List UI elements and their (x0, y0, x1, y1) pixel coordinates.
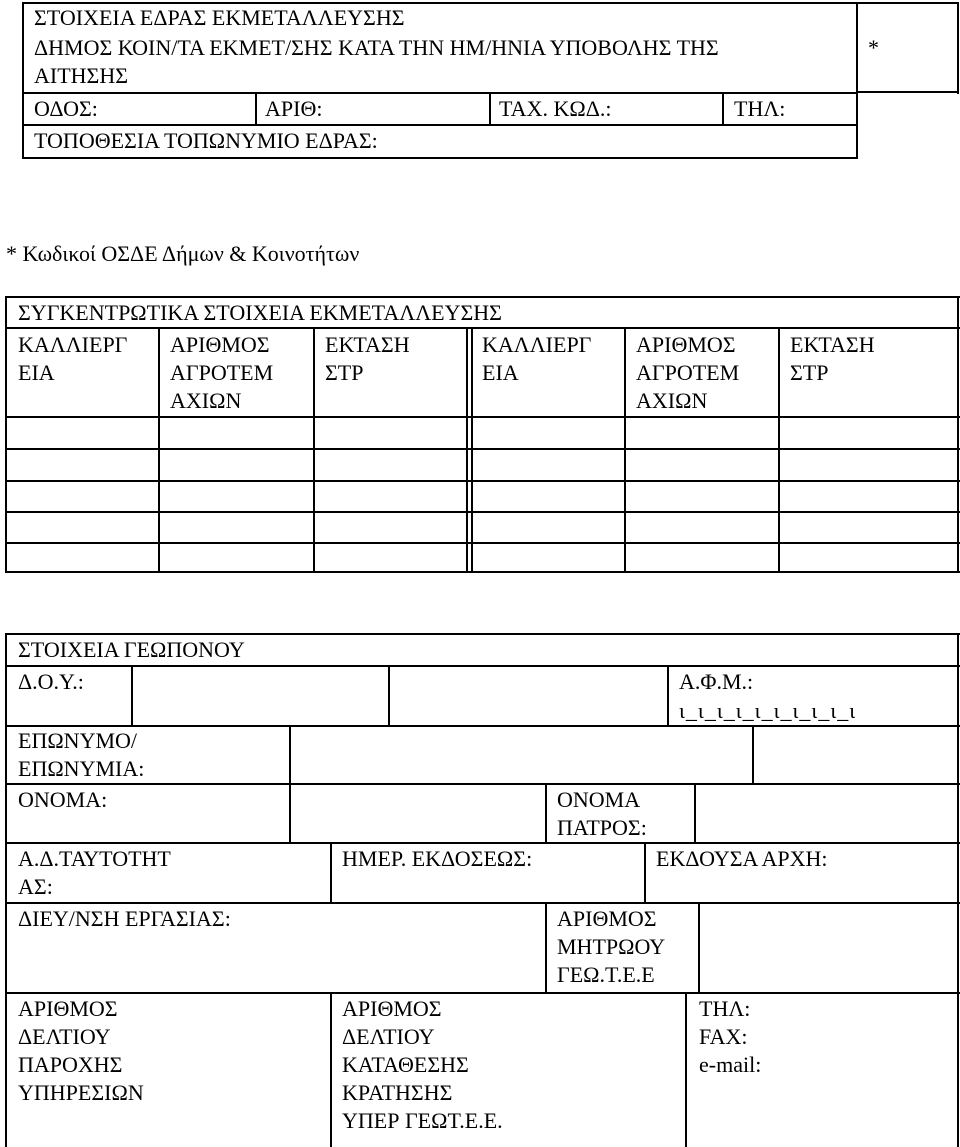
id-card-label: Α.Δ.ΤΑΥΤΟΤΗΤ ΑΣ: (18, 846, 171, 899)
municipality-label: ΔΗΜΟΣ ΚΟΙΝ/ΤΑ ΕΚΜΕΤ/ΣΗΣ ΚΑΤΑ ΤΗΝ ΗΜ/ΗΝΙΑ ΥΠΟΒΟΛΗΣ ΤΗΣ (34, 35, 719, 60)
column-header-plot-count: ΑΡΙΘΜΟΣ ΑΓΡΟΤΕΜ ΑΧΙΩΝ (636, 332, 740, 413)
agronomist-section-title: ΣΤΟΙΧΕΙΑ ΓΕΩΠΟΝΟΥ (18, 637, 245, 662)
tax-office-field[interactable] (134, 667, 388, 725)
vat-number-label: Α.Φ.Μ.: (679, 669, 754, 694)
table-row[interactable] (7, 418, 957, 448)
work-address-label: ΔΙΕΥ/ΝΣΗ ΕΡΓΑΣΙΑΣ: (18, 906, 231, 931)
table-row[interactable] (7, 482, 957, 511)
site-section-title: ΣΤΟΙΧΕΙΑ ΕΔΡΑΣ ΕΚΜΕΤΑΛΛΕΥΣΗΣ (34, 5, 405, 30)
table-row[interactable] (7, 450, 957, 480)
first-name-field[interactable] (292, 785, 545, 842)
father-name-label: ΟΝΟΜΑ ΠΑΤΡΟΣ: (557, 787, 647, 840)
table-row[interactable] (7, 544, 957, 571)
summary-section-title: ΣΥΓΚΕΝΤΡΩΤΙΚΑ ΣΤΟΙΧΕΙΑ ΕΚΜΕΤΑΛΛΕΥΣΗΣ (18, 300, 502, 325)
service-receipt-label: ΑΡΙΘΜΟΣ ΔΕΛΤΙΟΥ ΠΑΡΟΧΗΣ ΥΠΗΡΕΣΙΩΝ (18, 996, 144, 1105)
table-row[interactable] (7, 513, 957, 542)
street-number-label: ΑΡΙΘ: (265, 96, 323, 121)
vat-number-boxes[interactable]: ι_ι_ι_ι_ι_ι_ι_ι_ι_ι (679, 698, 857, 723)
contact-labels (699, 995, 761, 1079)
column-header-crop: ΚΑΛΛΙΕΡΓ ΕΙΑ (18, 332, 128, 385)
registry-number-field[interactable] (701, 904, 957, 992)
phone-label: ΤΗΛ: (699, 996, 751, 1021)
issuing-authority-label: ΕΚΔΟΥΣΑ ΑΡΧΗ: (656, 846, 828, 871)
email-label: e-mail: (699, 1052, 762, 1077)
phone-label: ΤΗΛ: (734, 96, 786, 121)
location-label: ΤΟΠΟΘΕΣΙΑ ΤΟΠΩΝΥΜΙΟ ΕΔΡΑΣ: (34, 128, 378, 153)
fax-label: FAX: (699, 1024, 748, 1049)
tax-office-field-extra[interactable] (390, 667, 667, 725)
surname-label: ΕΠΩΝΥΜΟ/ ΕΠΩΝΥΜΙΑ: (18, 728, 145, 781)
registry-number-label: ΑΡΙΘΜΟΣ ΜΗΤΡΩΟΥ ΓΕΩ.Τ.Ε.Ε (557, 906, 666, 987)
footnote: * Κωδικοί ΟΣΔΕ Δήμων & Κοινοτήτων (6, 241, 360, 266)
deposit-receipt-label: ΑΡΙΘΜΟΣ ΔΕΛΤΙΟΥ ΚΑΤΑΘΕΣΗΣ ΚΡΑΤΗΣΗΣ ΥΠΕΡ ΓΕΩΤ.Ε.Ε. (342, 996, 503, 1133)
tax-office-label: Δ.Ο.Υ.: (18, 669, 84, 694)
column-header-area: ΕΚΤΑΣΗ ΣΤΡ (790, 332, 875, 385)
first-name-label: ΟΝΟΜΑ: (18, 787, 108, 812)
municipality-label-cont: ΑΙΤΗΣΗΣ (34, 63, 129, 88)
father-name-field[interactable] (697, 785, 957, 842)
column-header-crop: ΚΑΛΛΙΕΡΓ ΕΙΑ (482, 332, 592, 385)
postal-code-label: ΤΑΧ. ΚΩΔ.: (499, 96, 612, 121)
street-label: ΟΔΟΣ: (34, 96, 98, 121)
osde-code-asterisk: * (868, 35, 879, 60)
surname-field[interactable] (292, 727, 752, 783)
issue-date-label: ΗΜΕΡ. ΕΚΔΟΣΕΩΣ: (342, 846, 533, 871)
column-header-area: ΕΚΤΑΣΗ ΣΤΡ (325, 332, 410, 385)
column-header-plot-count: ΑΡΙΘΜΟΣ ΑΓΡΟΤΕΜ ΑΧΙΩΝ (170, 332, 274, 413)
